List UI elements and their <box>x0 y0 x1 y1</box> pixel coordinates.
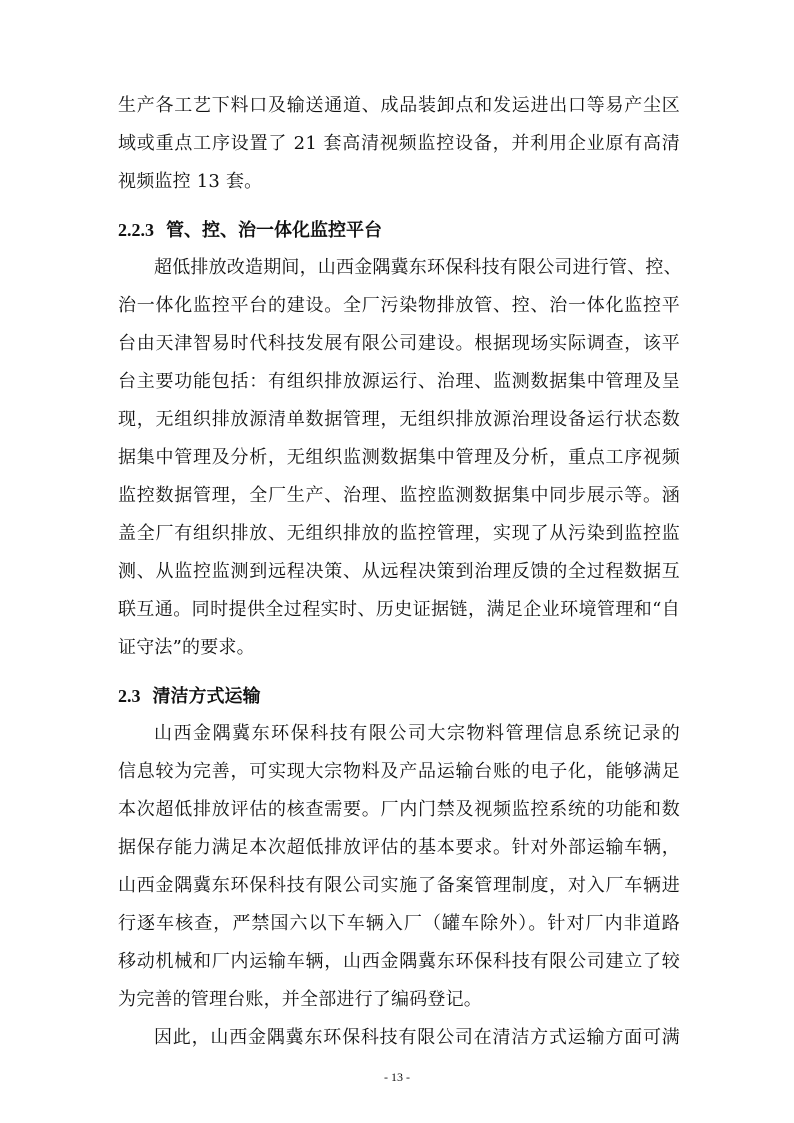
text-line: 据集中管理及分析，无组织监测数据集中管理及分析，重点工序视频 <box>118 447 680 468</box>
text-line: 治一体化监控平台的建设。全厂污染物排放管、控、治一体化监控平 <box>118 295 680 316</box>
text-line: 台由天津智易时代科技发展有限公司建设。根据现场实际调查，该平 <box>118 333 680 354</box>
text-line: 联互通。同时提供全过程实时、历史证据链，满足企业环境管理和“自 <box>118 599 680 620</box>
text-line: 超低排放改造期间，山西金隅冀东环保科技有限公司进行管、控、 <box>154 257 682 278</box>
section-title: 管、控、治一体化监控平台 <box>166 220 382 241</box>
text-line: 移动机械和厂内运输车辆，山西金隅冀东环保科技有限公司建立了较 <box>118 951 680 972</box>
text-line: 盖全厂有组织排放、无组织排放的监控管理，实现了从污染到监控监 <box>118 523 680 544</box>
section-number: 2.3 <box>118 686 141 706</box>
text-line: 为完善的管理台账，并全部进行了编码登记。 <box>118 989 482 1010</box>
text-line: 本次超低排放评估的核查需要。厂内门禁及视频监控系统的功能和数 <box>118 799 680 820</box>
text-line: 测、从监控监测到远程决策、从远程决策到治理反馈的全过程数据互 <box>118 561 680 582</box>
text-line: 视频监控 13 套。 <box>118 171 263 192</box>
text-line: 据保存能力满足本次超低排放评估的基本要求。针对外部运输车辆， <box>118 837 680 858</box>
text-line: 行逐车核查，严禁国六以下车辆入厂（罐车除外）。针对厂内非道路 <box>118 913 680 934</box>
section-title: 清洁方式运输 <box>152 686 261 707</box>
text-line: 因此，山西金隅冀东环保科技有限公司在清洁方式运输方面可满 <box>154 1027 680 1048</box>
text-line: 证守法”的要求。 <box>118 637 255 658</box>
text-line: 信息较为完善，可实现大宗物料及产品运输台账的电子化，能够满足 <box>118 761 680 782</box>
text-line: 山西金隅冀东环保科技有限公司大宗物料管理信息系统记录的 <box>154 723 680 744</box>
text-line: 监控数据管理，全厂生产、治理、监控监测数据集中同步展示等。涵 <box>118 485 680 506</box>
text-line: 域或重点工序设置了 21 套高清视频监控设备，并利用企业原有高清 <box>118 133 680 154</box>
section-heading <box>118 220 382 241</box>
page-number: - 13 - <box>384 1070 410 1084</box>
text-line: 现，无组织排放源清单数据管理，无组织排放源治理设备运行状态数 <box>118 409 680 430</box>
section-heading <box>118 686 261 707</box>
text-line: 山西金隅冀东环保科技有限公司实施了备案管理制度，对入厂车辆进 <box>118 875 680 896</box>
text-line: 生产各工艺下料口及输送通道、成品装卸点和发运进出口等易产尘区 <box>118 95 680 116</box>
section-number: 2.2.3 <box>118 220 154 240</box>
text-line: 台主要功能包括：有组织排放源运行、治理、监测数据集中管理及呈 <box>118 371 680 392</box>
